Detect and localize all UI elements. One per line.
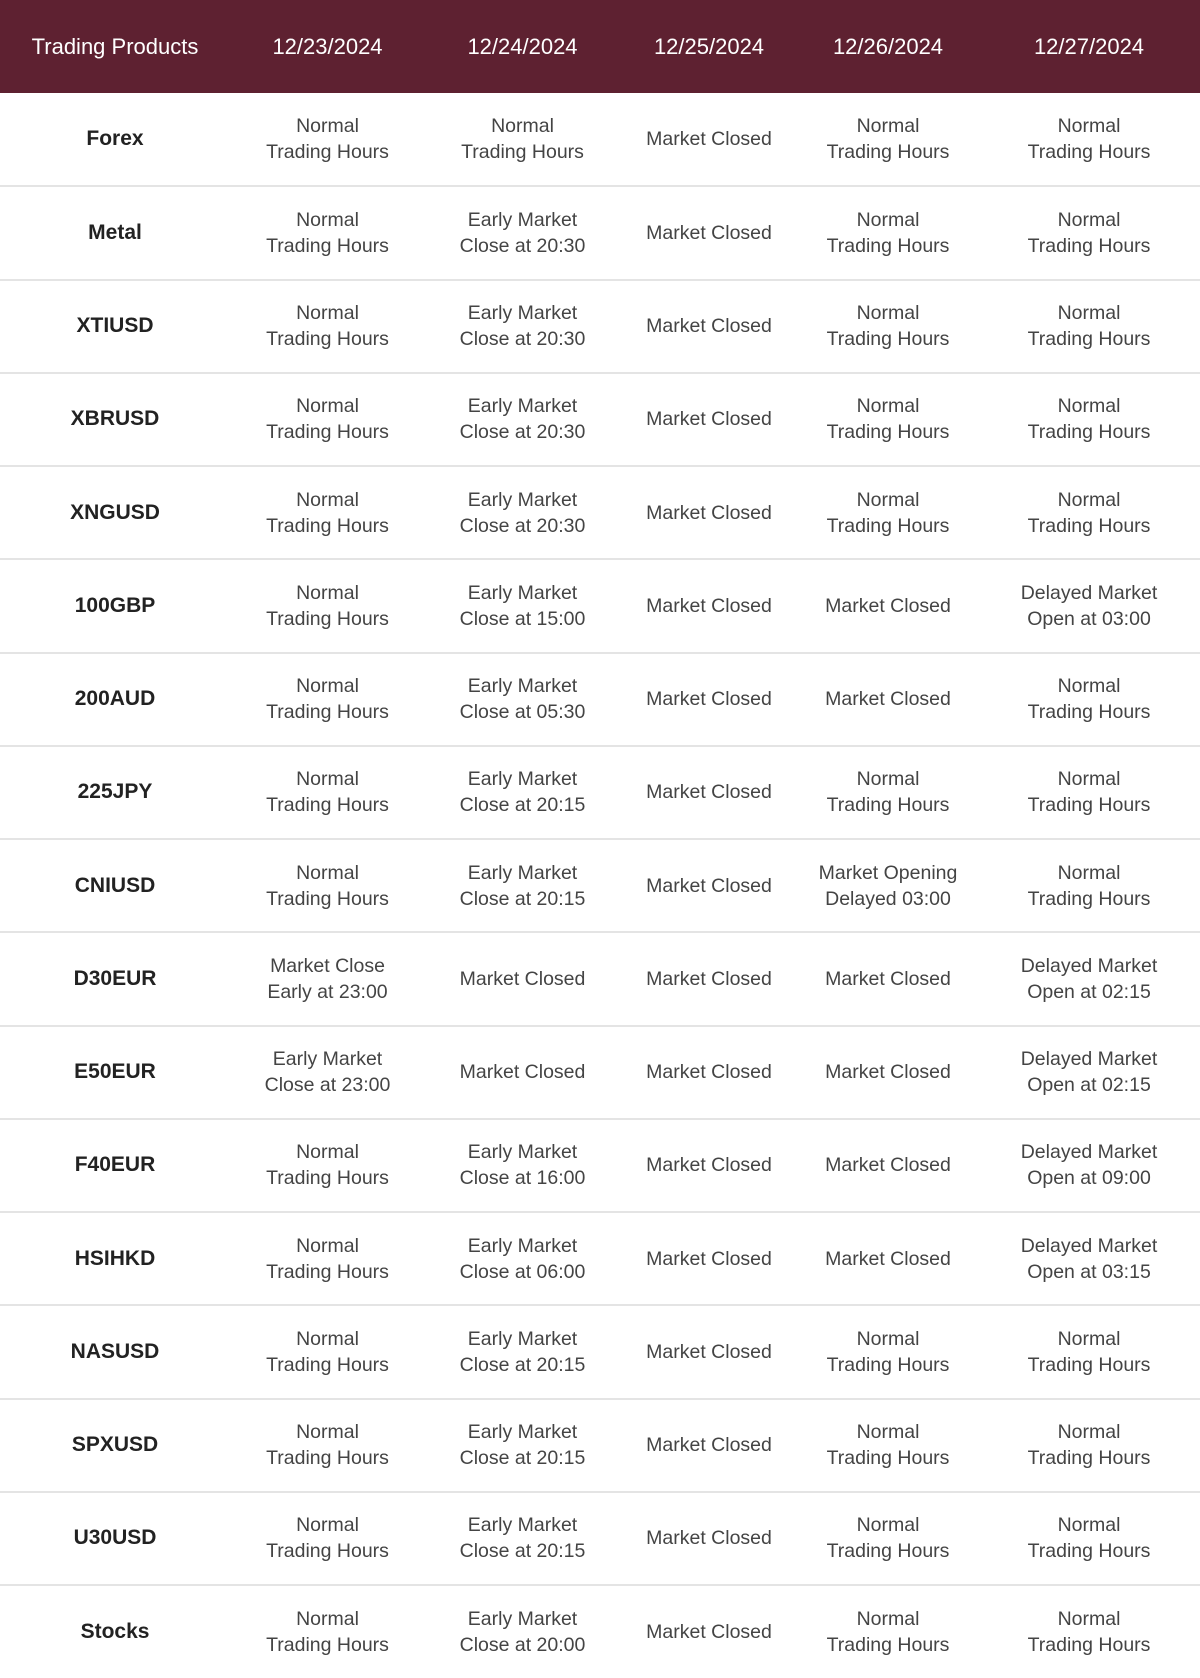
- product-name: Metal: [0, 186, 230, 279]
- table-row: [0, 1026, 1200, 1119]
- product-name: NASUSD: [0, 1305, 230, 1398]
- product-name: U30USD: [0, 1492, 230, 1585]
- schedule-cell: Early Market Close at 20:00: [459, 1608, 586, 1657]
- schedule-cell: Normal Trading Hours: [425, 93, 620, 186]
- product-name: F40EUR: [0, 1119, 230, 1212]
- schedule-cell: Normal Trading Hours: [798, 280, 978, 373]
- schedule-cell: Market Closed: [798, 653, 978, 746]
- schedule-cell: Normal Trading Hours: [978, 653, 1200, 746]
- schedule-cell: Normal Trading Hours: [230, 1492, 425, 1585]
- schedule-cell: Normal Trading Hours: [978, 1305, 1200, 1398]
- header-date-4: 12/26/2024: [832, 33, 944, 59]
- product-name: XBRUSD: [0, 373, 230, 466]
- schedule-cell: Early Market Close at 20:30: [425, 466, 620, 559]
- header-row: [0, 0, 1200, 93]
- schedule-cell: Market Closed: [620, 559, 798, 652]
- table-header: [0, 0, 1200, 93]
- schedule-cell: Market Closed: [620, 186, 798, 279]
- schedule-cell: Normal Trading Hours: [826, 1608, 950, 1657]
- schedule-cell: Normal Trading Hours: [230, 653, 425, 746]
- schedule-cell: Market Close Early at 23:00: [230, 932, 425, 1025]
- table-row: [0, 1305, 1200, 1398]
- schedule-cell: Normal Trading Hours: [978, 280, 1200, 373]
- schedule-cell: Market Closed: [798, 559, 978, 652]
- schedule-cell: Market Closed: [620, 280, 798, 373]
- schedule-cell: Normal Trading Hours: [1027, 1608, 1151, 1657]
- product-name: XTIUSD: [0, 280, 230, 373]
- schedule-cell: Normal Trading Hours: [798, 746, 978, 839]
- schedule-cell: Normal Trading Hours: [230, 280, 425, 373]
- schedule-cell: Early Market Close at 20:30: [425, 373, 620, 466]
- table-row: [0, 746, 1200, 839]
- schedule-cell: Market Closed: [425, 932, 620, 1025]
- schedule-cell: Market Closed: [620, 1492, 798, 1585]
- schedule-cell: Normal Trading Hours: [978, 1399, 1200, 1492]
- schedule-cell: Normal Trading Hours: [230, 559, 425, 652]
- schedule-cell: Market Closed: [620, 93, 798, 186]
- schedule-cell: Normal Trading Hours: [230, 186, 425, 279]
- schedule-cell: Normal Trading Hours: [978, 1492, 1200, 1585]
- table-row: [0, 1119, 1200, 1212]
- schedule-cell: Market Closed: [620, 1119, 798, 1212]
- schedule-cell: Delayed Market Open at 03:00: [978, 559, 1200, 652]
- table-row: [0, 1585, 1200, 1678]
- schedule-cell: Market Closed: [798, 1119, 978, 1212]
- product-name: Forex: [0, 93, 230, 186]
- schedule-cell: Market Closed: [620, 932, 798, 1025]
- schedule-cell: Early Market Close at 15:00: [425, 559, 620, 652]
- product-name: 100GBP: [0, 559, 230, 652]
- schedule-cell: Early Market Close at 20:15: [425, 746, 620, 839]
- schedule-cell: Market Closed: [620, 839, 798, 932]
- schedule-cell: Delayed Market Open at 03:15: [978, 1212, 1200, 1305]
- product-name: XNGUSD: [0, 466, 230, 559]
- schedule-cell: Market Opening Delayed 03:00: [798, 839, 978, 932]
- table-row: [0, 186, 1200, 279]
- schedule-cell: Normal Trading Hours: [230, 93, 425, 186]
- schedule-cell: Delayed Market Open at 09:00: [978, 1119, 1200, 1212]
- schedule-cell: Market Closed: [646, 1621, 772, 1644]
- schedule-cell: Normal Trading Hours: [230, 746, 425, 839]
- schedule-cell: Market Closed: [620, 373, 798, 466]
- product-name: 200AUD: [0, 653, 230, 746]
- schedule-cell: Market Closed: [620, 1212, 798, 1305]
- schedule-cell: Normal Trading Hours: [230, 1119, 425, 1212]
- table-row: [0, 1212, 1200, 1305]
- product-name: D30EUR: [0, 932, 230, 1025]
- table-row: [0, 653, 1200, 746]
- schedule-cell: Market Closed: [620, 1026, 798, 1119]
- schedule-cell: Normal Trading Hours: [230, 373, 425, 466]
- schedule-cell: Normal Trading Hours: [978, 373, 1200, 466]
- table-row: [0, 93, 1200, 186]
- schedule-cell: Normal Trading Hours: [798, 1399, 978, 1492]
- schedule-cell: Normal Trading Hours: [798, 373, 978, 466]
- schedule-cell: Market Closed: [620, 466, 798, 559]
- schedule-cell: Early Market Close at 20:15: [425, 1305, 620, 1398]
- schedule-cell: Early Market Close at 20:15: [425, 1492, 620, 1585]
- schedule-cell: Market Closed: [620, 1305, 798, 1398]
- schedule-cell: Normal Trading Hours: [798, 186, 978, 279]
- table-row: [0, 932, 1200, 1025]
- schedule-cell: Normal Trading Hours: [230, 466, 425, 559]
- header-date-1: 12/23/2024: [272, 33, 383, 59]
- schedule-cell: Market Closed: [425, 1026, 620, 1119]
- schedule-cell: Normal Trading Hours: [978, 93, 1200, 186]
- table-row: [0, 280, 1200, 373]
- schedule-cell: Early Market Close at 20:30: [425, 186, 620, 279]
- product-name: Stocks: [80, 1620, 150, 1644]
- schedule-cell: Normal Trading Hours: [798, 1492, 978, 1585]
- schedule-cell: Normal Trading Hours: [266, 1608, 389, 1657]
- schedule-cell: Normal Trading Hours: [798, 1305, 978, 1398]
- product-name: SPXUSD: [0, 1399, 230, 1492]
- product-name: E50EUR: [0, 1026, 230, 1119]
- table-body: [0, 93, 1200, 1678]
- schedule-cell: Delayed Market Open at 02:15: [978, 1026, 1200, 1119]
- header-date-2: 12/24/2024: [467, 33, 578, 59]
- schedule-cell: Early Market Close at 20:15: [425, 839, 620, 932]
- schedule-cell: Market Closed: [620, 1399, 798, 1492]
- schedule-cell: Normal Trading Hours: [798, 93, 978, 186]
- schedule-cell: Market Closed: [798, 932, 978, 1025]
- schedule-cell: Normal Trading Hours: [230, 1305, 425, 1398]
- header-trading-products: Trading Products: [31, 33, 199, 59]
- schedule-cell: Normal Trading Hours: [230, 839, 425, 932]
- table-row: [0, 559, 1200, 652]
- schedule-cell: Market Closed: [620, 746, 798, 839]
- schedule-cell: Normal Trading Hours: [230, 1212, 425, 1305]
- schedule-cell: Early Market Close at 20:30: [425, 280, 620, 373]
- schedule-cell: Early Market Close at 06:00: [425, 1212, 620, 1305]
- product-name: 225JPY: [0, 746, 230, 839]
- table-row: [0, 1399, 1200, 1492]
- table-row: [0, 839, 1200, 932]
- schedule-cell: Market Closed: [620, 653, 798, 746]
- schedule-cell: Market Closed: [798, 1026, 978, 1119]
- schedule-cell: Early Market Close at 05:30: [425, 653, 620, 746]
- product-name: HSIHKD: [0, 1212, 230, 1305]
- schedule-cell: Normal Trading Hours: [798, 466, 978, 559]
- schedule-cell: Normal Trading Hours: [978, 466, 1200, 559]
- table-row: [0, 466, 1200, 559]
- table-row: [0, 1492, 1200, 1585]
- schedule-cell: Market Closed: [798, 1212, 978, 1305]
- schedule-cell: Early Market Close at 16:00: [425, 1119, 620, 1212]
- schedule-cell: Early Market Close at 23:00: [230, 1026, 425, 1119]
- table-row: [0, 373, 1200, 466]
- product-name: CNIUSD: [0, 839, 230, 932]
- schedule-cell: Normal Trading Hours: [230, 1399, 425, 1492]
- schedule-cell: Normal Trading Hours: [978, 746, 1200, 839]
- schedule-cell: Normal Trading Hours: [978, 186, 1200, 279]
- schedule-cell: Normal Trading Hours: [978, 839, 1200, 932]
- schedule-cell: Delayed Market Open at 02:15: [978, 932, 1200, 1025]
- header-date-5: 12/27/2024: [1033, 33, 1145, 59]
- schedule-cell: Early Market Close at 20:15: [425, 1399, 620, 1492]
- header-date-3: 12/25/2024: [653, 33, 765, 59]
